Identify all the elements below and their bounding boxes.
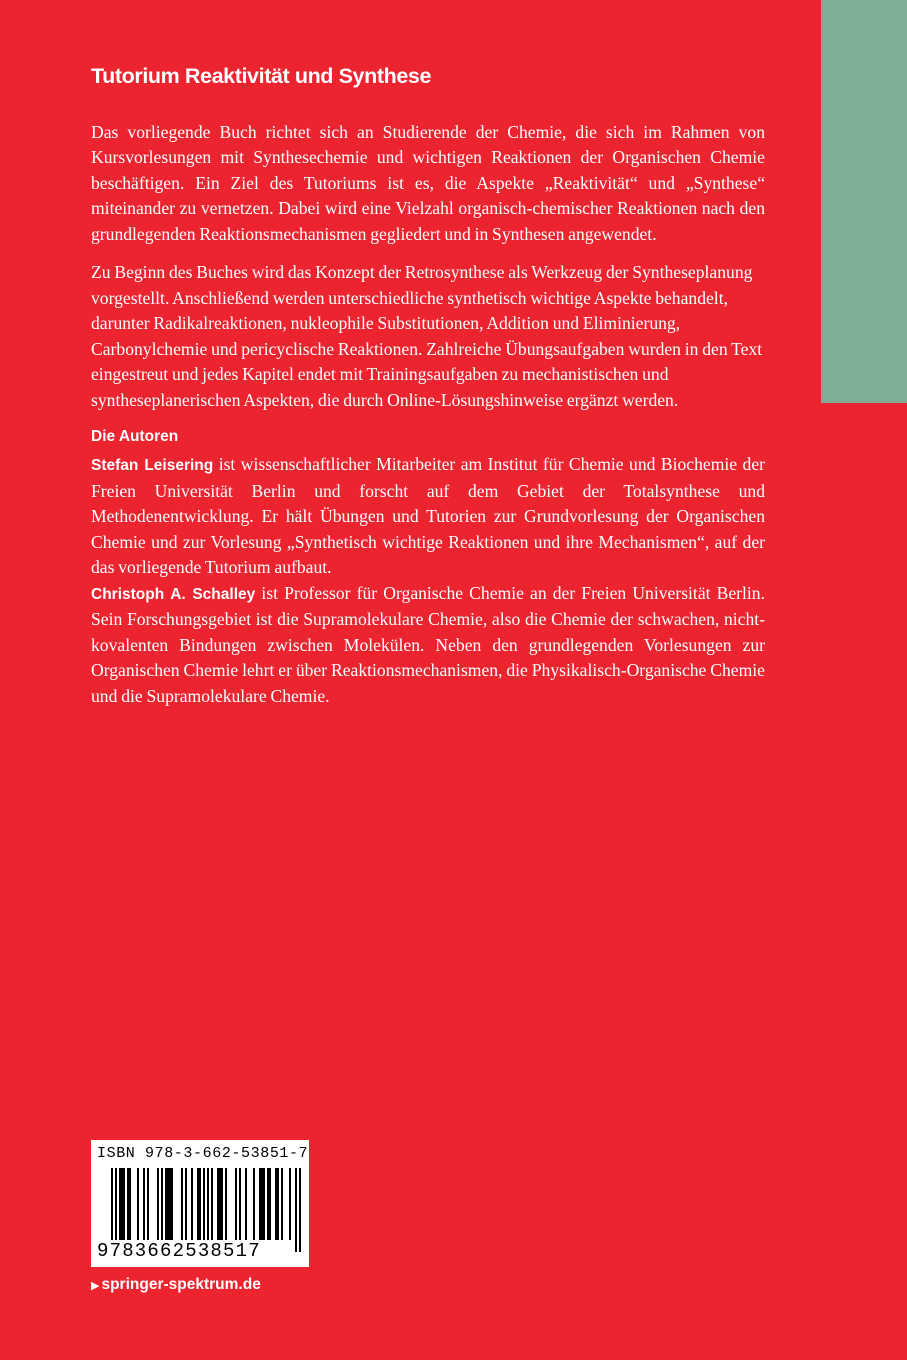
barcode-bar	[199, 1168, 201, 1240]
barcode-bar	[299, 1168, 301, 1252]
author-name: Stefan Leisering	[91, 457, 214, 475]
barcode-bar	[259, 1168, 261, 1240]
barcode-bar	[219, 1168, 221, 1240]
barcode-bar	[277, 1168, 279, 1240]
author-name: Christoph A. Schalley	[91, 585, 256, 603]
barcode-bar	[185, 1168, 187, 1240]
website-text: springer-spektrum.de	[101, 1276, 261, 1293]
barcode-bar	[167, 1168, 169, 1240]
barcode-bar	[221, 1168, 223, 1240]
publisher-website[interactable]	[91, 1276, 261, 1294]
barcode-bar	[143, 1168, 145, 1240]
book-title: Tutorium Reaktivität und Synthese	[91, 64, 432, 88]
barcode-bar	[119, 1168, 121, 1240]
barcode-bar	[295, 1168, 297, 1252]
barcode-bar	[289, 1168, 291, 1240]
barcode-bar	[267, 1168, 269, 1240]
barcode-bar	[123, 1168, 125, 1240]
author-entry	[91, 452, 765, 581]
barcode-bar	[171, 1168, 173, 1240]
barcode-bar	[161, 1168, 163, 1240]
barcode-bar	[169, 1168, 171, 1240]
barcode-bar	[235, 1168, 237, 1240]
barcode-bar	[121, 1168, 123, 1240]
barcode-bar	[129, 1168, 131, 1240]
barcode-digits: 9783662538517	[97, 1240, 261, 1262]
barcode-bar	[211, 1168, 213, 1240]
author-bio: ist wissenschaftlicher Mitarbeiter am Institut für Chemie und Biochemie der Freien Universität Berlin und forscht auf dem Gebiet der Totalsynthese und Methodenentwicklung. Er hält Übungen und Tutorien zur Grundvorlesung der Organischen Chemie und zur Vorlesung „Synthetisch wichtige Reaktionen und ihre Mechanismen“, auf der das vorliegende Tutorium aufbaut.	[91, 454, 765, 578]
back-cover-text	[91, 64, 765, 709]
barcode-bar	[137, 1168, 139, 1240]
authors-heading: Die Autoren	[91, 428, 179, 446]
side-color-band	[821, 0, 907, 403]
barcode-bar	[263, 1168, 265, 1240]
barcode-bar	[191, 1168, 193, 1240]
barcode-bar	[197, 1168, 199, 1240]
barcode-bar	[239, 1168, 241, 1240]
barcode-bar	[165, 1168, 167, 1240]
isbn-barcode	[91, 1140, 309, 1267]
barcode-bar	[127, 1168, 129, 1240]
barcode-bar	[275, 1168, 277, 1240]
barcode-bar	[261, 1168, 263, 1240]
barcode-bar	[281, 1168, 283, 1240]
barcode-bar	[245, 1168, 247, 1240]
author-entry	[91, 581, 765, 710]
barcode-bar	[225, 1168, 227, 1240]
barcode-bar	[217, 1168, 219, 1240]
barcode-bar	[157, 1168, 159, 1240]
isbn-label: ISBN 978-3-662-53851-7	[97, 1145, 309, 1162]
description-paragraph-2: Zu Beginn des Buches wird das Konzept der Retrosynthese als Werkzeug der Syntheseplanung vorgestellt. Anschließend werden unterschiedliche synthetisch wichtige Aspekte behandelt, darunter Radikalreaktionen, nukleophile Substitutionen, Addition und Eliminierung, Carbonylchemie und pericyclische Reaktionen. Zahlreiche Übungsaufgaben wurden in den Text eingestreut und jedes Kapitel endet mit Trainingsaufgaben zu mechanistischen und syntheseplanerischen Aspekten, die durch Online-Lösungshinweise ergänzt werden.	[91, 262, 763, 410]
barcode-bar	[181, 1168, 183, 1240]
barcode-bar	[269, 1168, 271, 1240]
triangle-right-icon: ▶	[91, 1280, 100, 1292]
description-paragraph-1: Das vorliegende Buch richtet sich an Studierende der Chemie, die sich im Rahmen von Kursvorlesungen mit Synthesechemie und wichtigen Reaktionen der Organischen Chemie beschäftigen. Ein Ziel des Tutoriums ist es, die Aspekte „Reaktivität“ und „Synthese“ miteinander zu vernetzen. Dabei wird eine Vielzahl organisch-chemischer Reaktionen nach den grundlegenden Reaktionsmechanismen gegliedert und in Synthesen angewendet.	[91, 121, 765, 244]
barcode-bar	[253, 1168, 255, 1240]
barcode-bar	[147, 1168, 149, 1240]
author-bio: ist Professor für Organische Chemie an der Freien Universität Berlin. Sein Forschungsgebiet ist die Supramolekulare Chemie, also die Chemie der schwachen, nicht-kovalenten Bindungen zwischen Molekülen. Neben den grundlegenden Vorlesungen zur Organischen Chemie lehrt er über Reaktionsmechanismen, die Physikalisch-Organische Chemie und die Supramolekulare Chemie.	[91, 582, 765, 706]
